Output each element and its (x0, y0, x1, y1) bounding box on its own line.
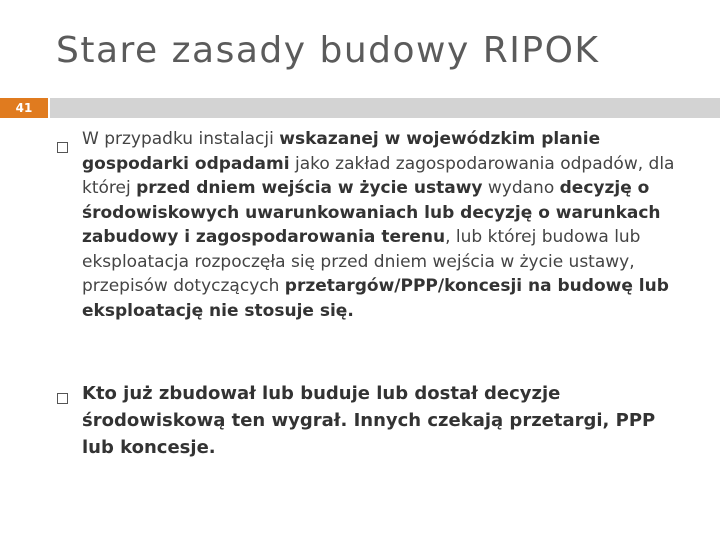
bullet-paragraph-2 (82, 380, 682, 461)
slide-number: 41 (0, 98, 48, 118)
text-run: wydano (482, 178, 560, 198)
slide-title: Stare zasady budowy RIPOK (56, 30, 600, 71)
divider-fill (50, 98, 720, 118)
title-divider-bar (0, 98, 720, 118)
text-run-bold: wskazanej w wojewódzkim planie gospodarki odpadami (82, 129, 601, 174)
text-run-bold: przetargów/PPP/koncesji na budowę lub eksploatację nie stosuje się. (82, 276, 669, 321)
text-run-bold: Kto już zbudował lub buduje lub dostał decyzje środowiskową ten wygrał. Innych czekają przetargi, PPP lub koncesje. (82, 383, 656, 458)
square-bullet-icon (57, 142, 68, 153)
text-run: jako zakład zagospodarowania odpadów, dla której (82, 153, 675, 198)
square-bullet-icon (57, 393, 68, 404)
text-run: , lub której budowa lub eksploatacja rozpoczęła się przed dniem wejścia w życie ustawy, przepisów dotyczących (82, 227, 641, 296)
text-run: W przypadku instalacji (82, 129, 280, 149)
text-run-bold: decyzję o środowiskowych uwarunkowaniach lub decyzję o warunkach zabudowy i zagospodarowania terenu (82, 178, 661, 247)
bullet-paragraph-1 (82, 127, 682, 323)
text-run-bold: przed dniem wejścia w życie ustawy (136, 178, 483, 198)
